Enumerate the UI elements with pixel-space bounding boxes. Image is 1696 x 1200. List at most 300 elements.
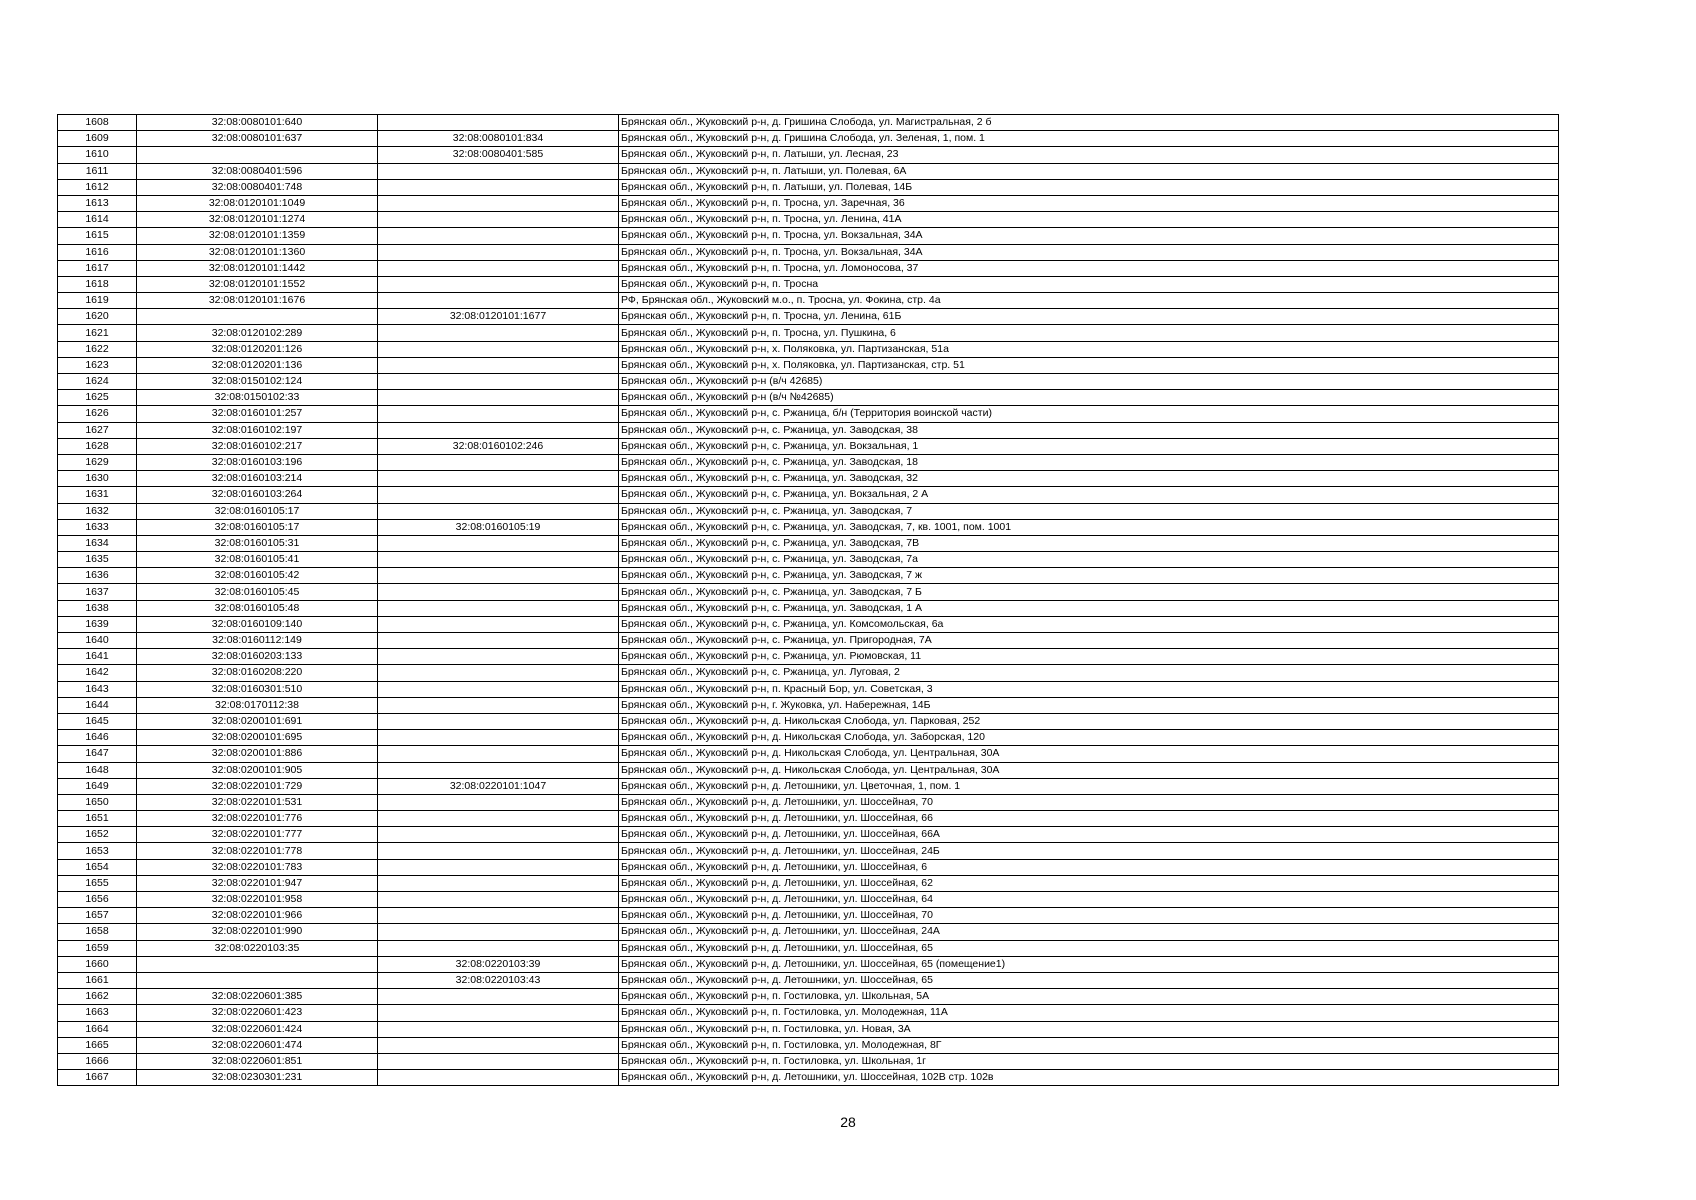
cadastral-number-cell: 32:08:0160102:197 [137,422,378,438]
related-cadastral-number-cell [378,115,619,131]
related-cadastral-number-cell [378,1005,619,1021]
related-cadastral-number-cell [378,908,619,924]
related-cadastral-number-cell [378,827,619,843]
related-cadastral-number-cell [378,730,619,746]
related-cadastral-number-cell [378,875,619,891]
table-row [58,147,1559,163]
related-cadastral-number-cell [378,600,619,616]
related-cadastral-number-cell: 32:08:0160105:19 [378,519,619,535]
address-cell: Брянская обл., Жуковский р-н, с. Ржаница, ул. Заводская, 7, кв. 1001, пом. 1001 [619,519,1559,535]
cadastral-number-cell: 32:08:0200101:886 [137,746,378,762]
cadastral-number-cell: 32:08:0080101:640 [137,115,378,131]
related-cadastral-number-cell [378,1037,619,1053]
row-number-cell: 1631 [58,487,137,503]
address-cell: Брянская обл., Жуковский р-н, д. Гришина Слобода, ул. Зеленая, 1, пом. 1 [619,131,1559,147]
row-number-cell: 1641 [58,649,137,665]
cadastral-number-cell: 32:08:0160112:149 [137,633,378,649]
table-row [58,115,1559,131]
address-cell: Брянская обл., Жуковский р-н, д. Летошники, ул. Шоссейная, 65 [619,972,1559,988]
table-row [58,179,1559,195]
address-cell: Брянская обл., Жуковский р-н, п. Латыши, ул. Лесная, 23 [619,147,1559,163]
table-row [58,390,1559,406]
address-cell: Брянская обл., Жуковский р-н, п. Латыши, ул. Полевая, 6А [619,163,1559,179]
address-cell: Брянская обл., Жуковский р-н, п. Тросна [619,276,1559,292]
address-cell: Брянская обл., Жуковский р-н, п. Тросна, ул. Пушкина, 6 [619,325,1559,341]
related-cadastral-number-cell [378,940,619,956]
table-row [58,794,1559,810]
cadastral-number-cell: 32:08:0160105:17 [137,519,378,535]
row-number-cell: 1662 [58,989,137,1005]
cadastral-number-cell: 32:08:0160105:45 [137,584,378,600]
cadastral-number-cell: 32:08:0120102:289 [137,325,378,341]
row-number-cell: 1609 [58,131,137,147]
table-row [58,843,1559,859]
address-cell: Брянская обл., Жуковский р-н, д. Летошники, ул. Шоссейная, 24А [619,924,1559,940]
cadastral-number-cell: 32:08:0220601:424 [137,1021,378,1037]
table-row [58,859,1559,875]
related-cadastral-number-cell [378,665,619,681]
related-cadastral-number-cell [378,244,619,260]
cadastral-number-cell: 32:08:0160109:140 [137,616,378,632]
address-cell: Брянская обл., Жуковский р-н, д. Летошники, ул. Шоссейная, 66А [619,827,1559,843]
row-number-cell: 1646 [58,730,137,746]
related-cadastral-number-cell [378,228,619,244]
cadastral-number-cell: 32:08:0080401:596 [137,163,378,179]
cadastral-number-cell: 32:08:0220601:385 [137,989,378,1005]
address-cell: Брянская обл., Жуковский р-н, д. Летошники, ул. Шоссейная, 62 [619,875,1559,891]
cadastral-number-cell: 32:08:0150102:33 [137,390,378,406]
table-row [58,406,1559,422]
table-row [58,811,1559,827]
address-cell: Брянская обл., Жуковский р-н, п. Тросна, ул. Ленина, 61Б [619,309,1559,325]
row-number-cell: 1661 [58,972,137,988]
address-cell: Брянская обл., Жуковский р-н, д. Летошники, ул. Шоссейная, 6 [619,859,1559,875]
table-row [58,584,1559,600]
address-cell: Брянская обл., Жуковский р-н (в/ч №42685) [619,390,1559,406]
cadastral-number-cell: 32:08:0220601:851 [137,1053,378,1069]
table-row [58,1021,1559,1037]
cadastral-number-cell: 32:08:0150102:124 [137,374,378,390]
row-number-cell: 1617 [58,260,137,276]
address-cell: Брянская обл., Жуковский р-н, с. Ржаница, ул. Заводская, 7 [619,503,1559,519]
table-row [58,325,1559,341]
table-row [58,972,1559,988]
table-row [58,487,1559,503]
related-cadastral-number-cell [378,568,619,584]
table-row [58,552,1559,568]
row-number-cell: 1647 [58,746,137,762]
row-number-cell: 1652 [58,827,137,843]
cadastral-number-cell: 32:08:0160105:17 [137,503,378,519]
row-number-cell: 1616 [58,244,137,260]
related-cadastral-number-cell [378,422,619,438]
cadastral-number-cell: 32:08:0160105:31 [137,535,378,551]
table-row [58,260,1559,276]
row-number-cell: 1643 [58,681,137,697]
related-cadastral-number-cell [378,454,619,470]
row-number-cell: 1614 [58,212,137,228]
row-number-cell: 1633 [58,519,137,535]
table-row [58,357,1559,373]
address-cell: Брянская обл., Жуковский р-н, п. Красный Бор, ул. Советская, 3 [619,681,1559,697]
row-number-cell: 1623 [58,357,137,373]
table-row [58,276,1559,292]
address-cell: Брянская обл., Жуковский р-н, п. Гостиловка, ул. Молодежная, 8Г [619,1037,1559,1053]
related-cadastral-number-cell: 32:08:0220103:39 [378,956,619,972]
related-cadastral-number-cell [378,859,619,875]
row-number-cell: 1637 [58,584,137,600]
address-cell: Брянская обл., Жуковский р-н, с. Ржаница, ул. Заводская, 18 [619,454,1559,470]
related-cadastral-number-cell [378,713,619,729]
related-cadastral-number-cell [378,616,619,632]
cadastral-number-cell: 32:08:0220101:531 [137,794,378,810]
row-number-cell: 1626 [58,406,137,422]
table-row [58,665,1559,681]
cadastral-number-cell: 32:08:0120101:1676 [137,293,378,309]
cadastral-number-cell: 32:08:0220101:990 [137,924,378,940]
address-cell: Брянская обл., Жуковский р-н (в/ч 42685) [619,374,1559,390]
related-cadastral-number-cell [378,892,619,908]
address-cell: Брянская обл., Жуковский р-н, с. Ржаница, ул. Заводская, 1 А [619,600,1559,616]
row-number-cell: 1644 [58,697,137,713]
cadastral-number-cell: 32:08:0170112:38 [137,697,378,713]
address-cell: Брянская обл., Жуковский р-н, с. Ржаница, ул. Заводская, 7 Б [619,584,1559,600]
cadastral-number-cell: 32:08:0120101:1274 [137,212,378,228]
row-number-cell: 1627 [58,422,137,438]
cadastral-number-cell: 32:08:0120101:1359 [137,228,378,244]
address-cell: Брянская обл., Жуковский р-н, п. Тросна, ул. Ломоносова, 37 [619,260,1559,276]
property-table [57,114,1559,1086]
table-row [58,244,1559,260]
row-number-cell: 1638 [58,600,137,616]
cadastral-number-cell: 32:08:0160105:48 [137,600,378,616]
related-cadastral-number-cell [378,374,619,390]
address-cell: Брянская обл., Жуковский р-н, д. Никольская Слобода, ул. Заборская, 120 [619,730,1559,746]
table-row [58,471,1559,487]
table-row [58,827,1559,843]
table-row [58,762,1559,778]
address-cell: Брянская обл., Жуковский р-н, г. Жуковка, ул. Набережная, 14Б [619,697,1559,713]
row-number-cell: 1613 [58,195,137,211]
address-cell: Брянская обл., Жуковский р-н, с. Ржаница, ул. Заводская, 7В [619,535,1559,551]
address-cell: Брянская обл., Жуковский р-н, с. Ржаница, ул. Вокзальная, 1 [619,438,1559,454]
row-number-cell: 1664 [58,1021,137,1037]
cadastral-number-cell: 32:08:0220101:729 [137,778,378,794]
address-cell: Брянская обл., Жуковский р-н, д. Никольская Слобода, ул. Центральная, 30А [619,746,1559,762]
related-cadastral-number-cell [378,406,619,422]
row-number-cell: 1648 [58,762,137,778]
table-row [58,681,1559,697]
table-row [58,616,1559,632]
row-number-cell: 1625 [58,390,137,406]
table-row [58,163,1559,179]
table-row [58,713,1559,729]
address-cell: Брянская обл., Жуковский р-н, п. Гостиловка, ул. Молодежная, 11А [619,1005,1559,1021]
row-number-cell: 1655 [58,875,137,891]
cadastral-number-cell: 32:08:0220101:783 [137,859,378,875]
related-cadastral-number-cell: 32:08:0160102:246 [378,438,619,454]
table-row [58,730,1559,746]
table-row [58,568,1559,584]
related-cadastral-number-cell [378,1053,619,1069]
row-number-cell: 1663 [58,1005,137,1021]
address-cell: Брянская обл., Жуковский р-н, с. Ржаница, б/н (Территория воинской части) [619,406,1559,422]
row-number-cell: 1630 [58,471,137,487]
related-cadastral-number-cell [378,584,619,600]
address-cell: Брянская обл., Жуковский р-н, д. Гришина Слобода, ул. Магистральная, 2 б [619,115,1559,131]
cadastral-number-cell [137,956,378,972]
row-number-cell: 1634 [58,535,137,551]
row-number-cell: 1619 [58,293,137,309]
row-number-cell: 1656 [58,892,137,908]
related-cadastral-number-cell [378,293,619,309]
table-row [58,228,1559,244]
related-cadastral-number-cell: 32:08:0120101:1677 [378,309,619,325]
cadastral-number-cell: 32:08:0160203:133 [137,649,378,665]
cadastral-number-cell: 32:08:0160301:510 [137,681,378,697]
related-cadastral-number-cell [378,260,619,276]
cadastral-number-cell: 32:08:0160105:41 [137,552,378,568]
table-row [58,908,1559,924]
row-number-cell: 1632 [58,503,137,519]
table-row [58,309,1559,325]
address-cell: Брянская обл., Жуковский р-н, д. Никольская Слобода, ул. Парковая, 252 [619,713,1559,729]
address-cell: Брянская обл., Жуковский р-н, д. Летошники, ул. Шоссейная, 64 [619,892,1559,908]
row-number-cell: 1612 [58,179,137,195]
address-cell: Брянская обл., Жуковский р-н, х. Поляковка, ул. Партизанская, 51а [619,341,1559,357]
row-number-cell: 1629 [58,454,137,470]
related-cadastral-number-cell [378,487,619,503]
address-cell: Брянская обл., Жуковский р-н, с. Ржаница, ул. Рюмовская, 11 [619,649,1559,665]
row-number-cell: 1660 [58,956,137,972]
address-cell: Брянская обл., Жуковский р-н, с. Ржаница, ул. Комсомольская, 6а [619,616,1559,632]
row-number-cell: 1635 [58,552,137,568]
row-number-cell: 1653 [58,843,137,859]
related-cadastral-number-cell [378,163,619,179]
address-cell: Брянская обл., Жуковский р-н, с. Ржаница, ул. Заводская, 7 ж [619,568,1559,584]
cadastral-number-cell: 32:08:0220103:35 [137,940,378,956]
related-cadastral-number-cell: 32:08:0080101:834 [378,131,619,147]
table-row [58,1037,1559,1053]
row-number-cell: 1666 [58,1053,137,1069]
page-number: 28 [840,1114,856,1130]
row-number-cell: 1624 [58,374,137,390]
related-cadastral-number-cell [378,471,619,487]
related-cadastral-number-cell [378,649,619,665]
table-row [58,454,1559,470]
address-cell: Брянская обл., Жуковский р-н, с. Ржаница, ул. Заводская, 7а [619,552,1559,568]
table-row [58,940,1559,956]
table-row [58,1005,1559,1021]
row-number-cell: 1658 [58,924,137,940]
table-row [58,535,1559,551]
row-number-cell: 1628 [58,438,137,454]
cadastral-number-cell: 32:08:0220101:777 [137,827,378,843]
table-row [58,697,1559,713]
cadastral-number-cell: 32:08:0200101:905 [137,762,378,778]
address-cell: РФ, Брянская обл., Жуковский м.о., п. Тросна, ул. Фокина, стр. 4а [619,293,1559,309]
row-number-cell: 1659 [58,940,137,956]
related-cadastral-number-cell [378,212,619,228]
address-cell: Брянская обл., Жуковский р-н, с. Ржаница, ул. Луговая, 2 [619,665,1559,681]
cadastral-number-cell: 32:08:0220101:966 [137,908,378,924]
row-number-cell: 1649 [58,778,137,794]
cadastral-number-cell: 32:08:0220101:778 [137,843,378,859]
row-number-cell: 1615 [58,228,137,244]
related-cadastral-number-cell [378,179,619,195]
cadastral-number-cell: 32:08:0220101:958 [137,892,378,908]
table-row [58,131,1559,147]
cadastral-number-cell [137,147,378,163]
row-number-cell: 1610 [58,147,137,163]
row-number-cell: 1620 [58,309,137,325]
cadastral-number-cell: 32:08:0120101:1360 [137,244,378,260]
row-number-cell: 1650 [58,794,137,810]
cadastral-number-cell [137,309,378,325]
row-number-cell: 1621 [58,325,137,341]
address-cell: Брянская обл., Жуковский р-н, п. Гостиловка, ул. Школьная, 1г [619,1053,1559,1069]
cadastral-number-cell: 32:08:0080101:637 [137,131,378,147]
address-cell: Брянская обл., Жуковский р-н, д. Летошники, ул. Шоссейная, 65 (помещение1) [619,956,1559,972]
cadastral-number-cell: 32:08:0220101:776 [137,811,378,827]
table-row [58,1053,1559,1069]
row-number-cell: 1611 [58,163,137,179]
address-cell: Брянская обл., Жуковский р-н, п. Тросна, ул. Ленина, 41А [619,212,1559,228]
cadastral-number-cell: 32:08:0220101:947 [137,875,378,891]
cadastral-number-cell: 32:08:0230301:231 [137,1070,378,1086]
address-cell: Брянская обл., Жуковский р-н, д. Никольская Слобода, ул. Центральная, 30А [619,762,1559,778]
table-row [58,778,1559,794]
address-cell: Брянская обл., Жуковский р-н, п. Гостиловка, ул. Новая, 3А [619,1021,1559,1037]
related-cadastral-number-cell [378,552,619,568]
related-cadastral-number-cell [378,811,619,827]
row-number-cell: 1667 [58,1070,137,1086]
related-cadastral-number-cell [378,503,619,519]
table-row [58,374,1559,390]
related-cadastral-number-cell [378,195,619,211]
related-cadastral-number-cell [378,1021,619,1037]
row-number-cell: 1665 [58,1037,137,1053]
address-cell: Брянская обл., Жуковский р-н, д. Летошники, ул. Шоссейная, 70 [619,794,1559,810]
cadastral-number-cell: 32:08:0200101:691 [137,713,378,729]
address-cell: Брянская обл., Жуковский р-н, п. Тросна, ул. Вокзальная, 34А [619,244,1559,260]
address-cell: Брянская обл., Жуковский р-н, с. Ржаница, ул. Вокзальная, 2 А [619,487,1559,503]
table-row [58,1070,1559,1086]
table-row [58,438,1559,454]
cadastral-number-cell: 32:08:0200101:695 [137,730,378,746]
table-row [58,924,1559,940]
table-row [58,341,1559,357]
row-number-cell: 1622 [58,341,137,357]
related-cadastral-number-cell: 32:08:0220101:1047 [378,778,619,794]
row-number-cell: 1651 [58,811,137,827]
related-cadastral-number-cell [378,697,619,713]
row-number-cell: 1657 [58,908,137,924]
address-cell: Брянская обл., Жуковский р-н, д. Летошники, ул. Шоссейная, 102В стр. 102в [619,1070,1559,1086]
related-cadastral-number-cell [378,390,619,406]
cadastral-number-cell: 32:08:0120201:126 [137,341,378,357]
related-cadastral-number-cell [378,341,619,357]
cadastral-number-cell: 32:08:0160101:257 [137,406,378,422]
address-cell: Брянская обл., Жуковский р-н, п. Латыши, ул. Полевая, 14Б [619,179,1559,195]
cadastral-number-cell: 32:08:0160103:214 [137,471,378,487]
address-cell: Брянская обл., Жуковский р-н, п. Тросна, ул. Вокзальная, 34А [619,228,1559,244]
address-cell: Брянская обл., Жуковский р-н, с. Ржаница, ул. Заводская, 32 [619,471,1559,487]
address-cell: Брянская обл., Жуковский р-н, с. Ржаница, ул. Пригородная, 7А [619,633,1559,649]
related-cadastral-number-cell [378,989,619,1005]
related-cadastral-number-cell [378,357,619,373]
cadastral-number-cell: 32:08:0120101:1442 [137,260,378,276]
related-cadastral-number-cell [378,681,619,697]
row-number-cell: 1618 [58,276,137,292]
cadastral-number-cell: 32:08:0160103:264 [137,487,378,503]
cadastral-number-cell: 32:08:0160103:196 [137,454,378,470]
cadastral-number-cell: 32:08:0160208:220 [137,665,378,681]
table-row [58,633,1559,649]
table-row [58,212,1559,228]
row-number-cell: 1654 [58,859,137,875]
table-row [58,600,1559,616]
address-cell: Брянская обл., Жуковский р-н, х. Поляковка, ул. Партизанская, стр. 51 [619,357,1559,373]
related-cadastral-number-cell [378,762,619,778]
row-number-cell: 1636 [58,568,137,584]
cadastral-number-cell: 32:08:0160102:217 [137,438,378,454]
related-cadastral-number-cell: 32:08:0080401:585 [378,147,619,163]
address-cell: Брянская обл., Жуковский р-н, д. Летошники, ул. Шоссейная, 70 [619,908,1559,924]
table-row [58,195,1559,211]
table-row [58,519,1559,535]
related-cadastral-number-cell [378,746,619,762]
table-row [58,422,1559,438]
address-cell: Брянская обл., Жуковский р-н, д. Летошники, ул. Шоссейная, 65 [619,940,1559,956]
address-cell: Брянская обл., Жуковский р-н, с. Ржаница, ул. Заводская, 38 [619,422,1559,438]
related-cadastral-number-cell [378,794,619,810]
table-row [58,875,1559,891]
table-row [58,293,1559,309]
related-cadastral-number-cell [378,535,619,551]
table-row [58,649,1559,665]
related-cadastral-number-cell [378,924,619,940]
row-number-cell: 1642 [58,665,137,681]
row-number-cell: 1645 [58,713,137,729]
cadastral-number-cell: 32:08:0120201:136 [137,357,378,373]
related-cadastral-number-cell [378,843,619,859]
cadastral-number-cell: 32:08:0220601:474 [137,1037,378,1053]
row-number-cell: 1639 [58,616,137,632]
related-cadastral-number-cell [378,325,619,341]
table-row [58,503,1559,519]
cadastral-number-cell [137,972,378,988]
cadastral-number-cell: 32:08:0120101:1049 [137,195,378,211]
address-cell: Брянская обл., Жуковский р-н, д. Летошники, ул. Шоссейная, 24Б [619,843,1559,859]
row-number-cell: 1640 [58,633,137,649]
related-cadastral-number-cell: 32:08:0220103:43 [378,972,619,988]
cadastral-number-cell: 32:08:0220601:423 [137,1005,378,1021]
table-row [58,892,1559,908]
cadastral-number-cell: 32:08:0160105:42 [137,568,378,584]
related-cadastral-number-cell [378,276,619,292]
row-number-cell: 1608 [58,115,137,131]
address-cell: Брянская обл., Жуковский р-н, д. Летошники, ул. Цветочная, 1, пом. 1 [619,778,1559,794]
address-cell: Брянская обл., Жуковский р-н, п. Гостиловка, ул. Школьная, 5А [619,989,1559,1005]
related-cadastral-number-cell [378,1070,619,1086]
address-cell: Брянская обл., Жуковский р-н, д. Летошники, ул. Шоссейная, 66 [619,811,1559,827]
table-row [58,989,1559,1005]
related-cadastral-number-cell [378,633,619,649]
cadastral-number-cell: 32:08:0080401:748 [137,179,378,195]
address-cell: Брянская обл., Жуковский р-н, п. Тросна, ул. Заречная, 36 [619,195,1559,211]
table-row [58,746,1559,762]
